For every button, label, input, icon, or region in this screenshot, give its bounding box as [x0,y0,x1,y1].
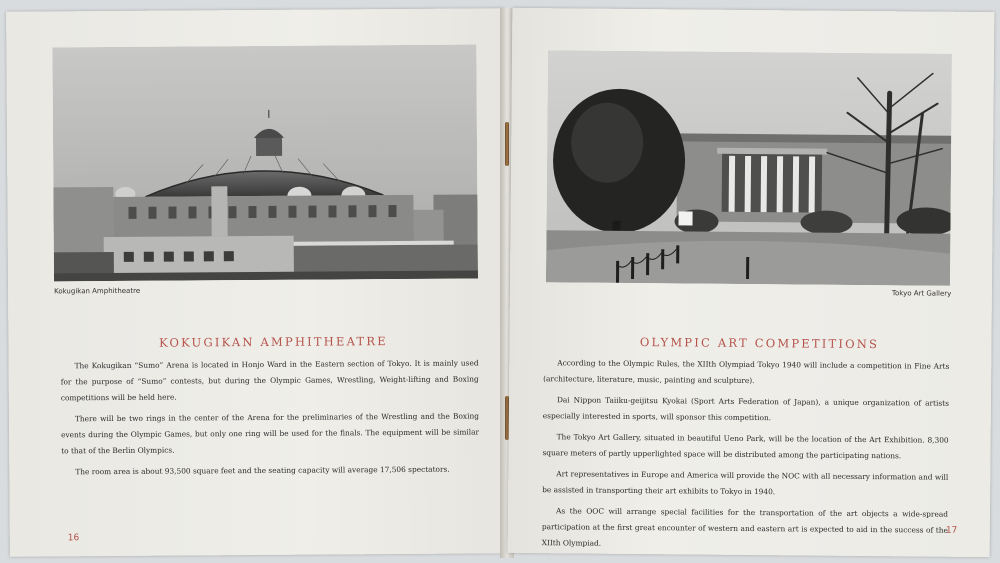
photo-caption: Kokugikan Amphitheatre [54,286,141,296]
tokyo-art-gallery-photo [546,50,952,286]
left-page [6,8,508,556]
section-heading: OLYMPIC ART COMPETITIONS [639,335,880,352]
section-heading: KOKUGIKAN AMPHITHEATRE [158,334,388,350]
paragraph: The room area is about 93,500 square feet and the seating capacity will average 17,506 spectators. [75,464,450,477]
paragraph: There will be two rings in the center of the Arena for the preliminaries of the Wrestling and the Boxing events during the Olympic Games, but only one ring will be used for the finals. The equipment will be similar to that of the Berlin Olympics. [61,411,480,456]
article-body [61,355,480,485]
paragraph: The Tokyo Art Gallery, situated in beautiful Ueno Park, will be the location of the Art Exhibition. 8,300 square meters of partly upperlighted space will be distributed among the participating nations. [542,432,949,461]
article-body [542,355,950,560]
paragraph: Art representatives in Europe and America will provide the NOC with all necessary information and will be assisted in transporting their art exhibits to Tokyo in 1940. [542,469,949,497]
paragraph: As the OOC will arrange special facilities for the transportation of the art objects a wide-spread participation at the first great encounter of western and eastern art is expected to aid in the success of the XIIth Olympiad. [541,506,949,548]
page-number: 16 [67,533,80,544]
right-page [508,8,995,557]
page-number: 17 [945,525,958,536]
photo-caption: Tokyo Art Gallery [891,289,952,298]
kokugikan-photo [52,44,478,281]
paragraph: The Kokugikan “Sumo” Arena is located in Honjo Ward in the Eastern section of Tokyo. It is mainly used for the purpose of “Sumo” contests, but during the Olympic Games, Wrestling, Weight-lifting and Boxing competitions will be held here. [60,358,479,403]
paragraph: According to the Olympic Rules, the XIIth Olympiad Tokyo 1940 will include a competition in Fine Arts (architecture, literature, music, painting and sculpture). [543,358,950,386]
staple-top [505,122,509,166]
paragraph: Dai Nippon Taiiku-geijitsu Kyokai (Sport Arts Federation of Japan), a unique organization of artists especially interested in sports, will sponsor this competition. [542,395,949,423]
